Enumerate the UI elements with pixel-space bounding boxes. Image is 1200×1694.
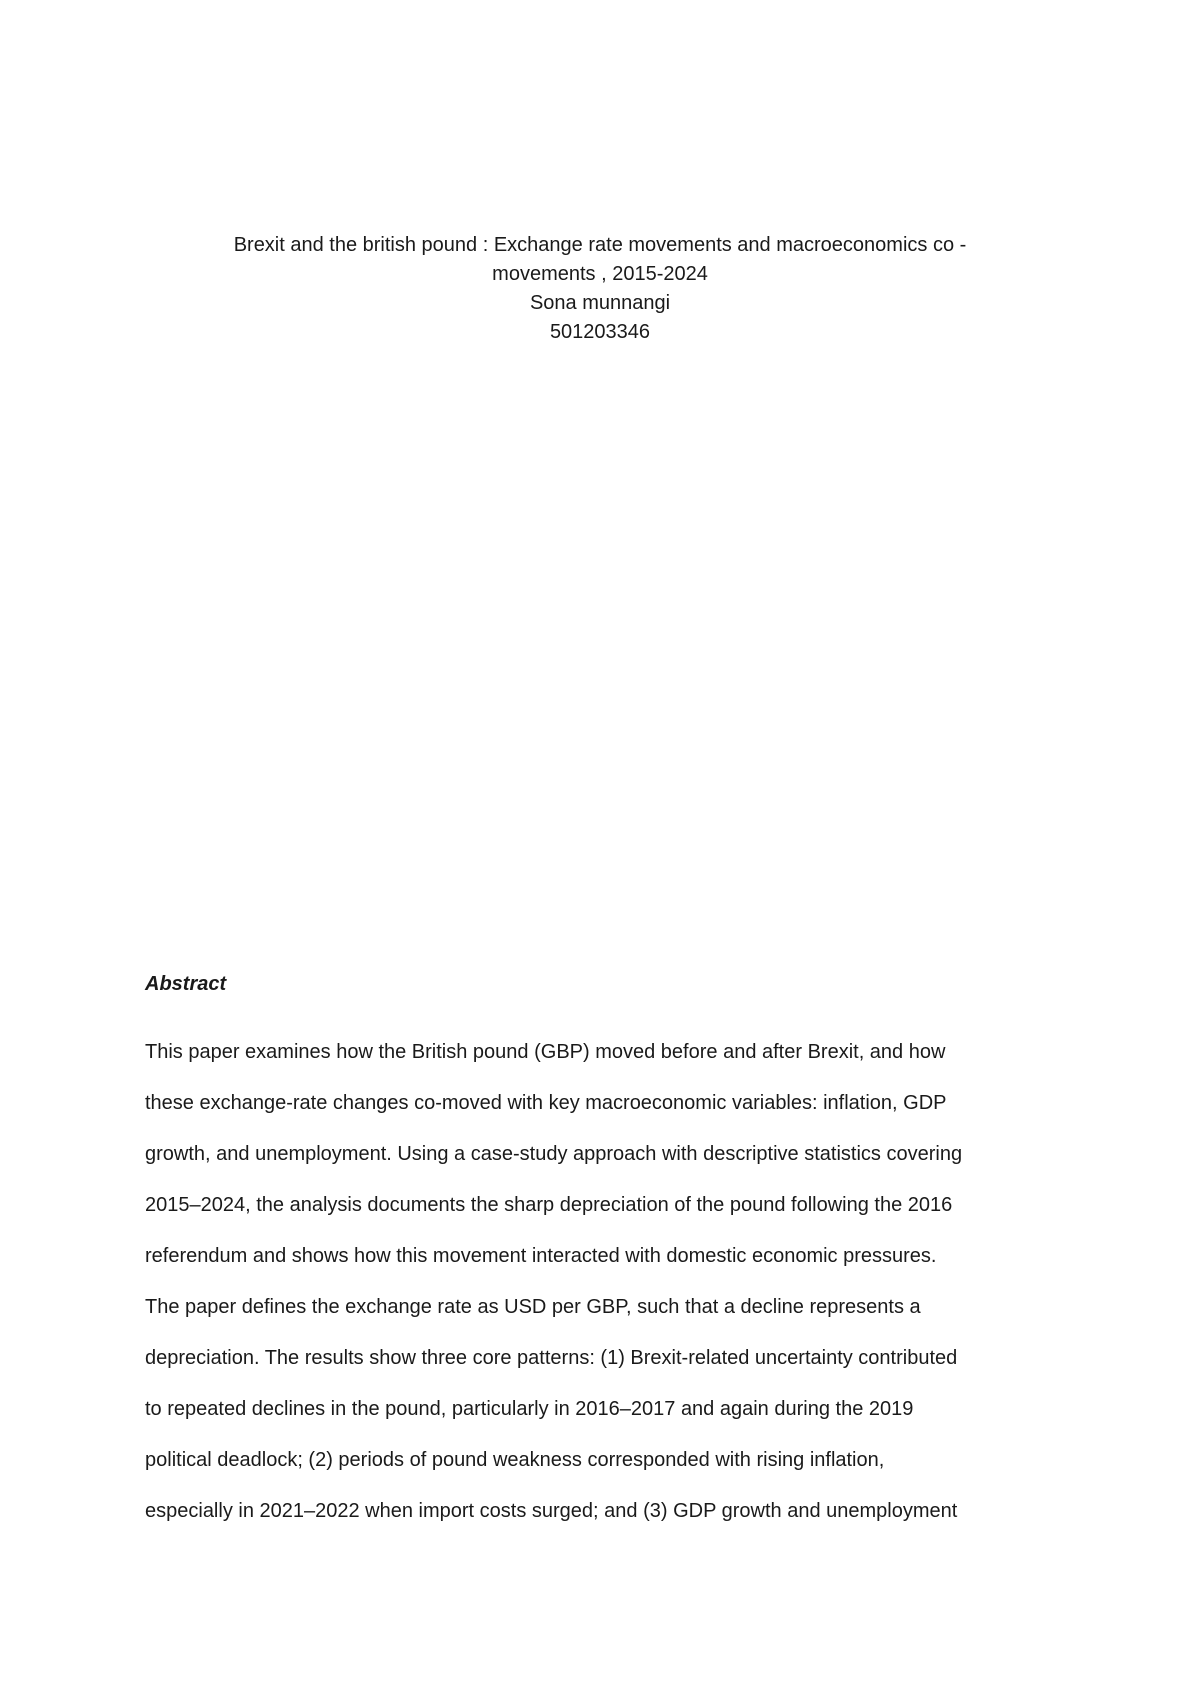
paper-title-line-2: movements , 2015-2024 (492, 263, 708, 285)
abstract-line: these exchange-rate changes co-moved with key macroeconomic variables: inflation, GDP (145, 1092, 947, 1114)
abstract-line: The paper defines the exchange rate as USD per GBP, such that a decline represents a (145, 1296, 921, 1318)
abstract-body (145, 1027, 1075, 1537)
abstract-line: especially in 2021–2022 when import costs surged; and (3) GDP growth and unemployment (145, 1500, 958, 1522)
abstract-line: to repeated declines in the pound, particularly in 2016–2017 and again during the 2019 (145, 1398, 914, 1420)
abstract-line: growth, and unemployment. Using a case-study approach with descriptive statistics covering (145, 1143, 963, 1165)
abstract-line: political deadlock; (2) periods of pound weakness corresponded with rising inflation, (145, 1449, 885, 1471)
author-name: Sona munnangi (529, 292, 671, 314)
abstract-section (145, 970, 1075, 1537)
abstract-line: 2015–2024, the analysis documents the sharp depreciation of the pound following the 2016 (145, 1194, 953, 1216)
abstract-heading: Abstract (145, 973, 227, 995)
abstract-line: referendum and shows how this movement interacted with domestic economic pressures. (145, 1245, 937, 1267)
abstract-line: This paper examines how the British pound (GBP) moved before and after Brexit, and how (145, 1041, 946, 1063)
title-block (0, 231, 1200, 347)
paper-title-line-1: Brexit and the british pound : Exchange rate movements and macroeconomics co - (233, 234, 967, 256)
abstract-line: depreciation. The results show three core patterns: (1) Brexit-related uncertainty contributed (145, 1347, 958, 1369)
student-id: 501203346 (549, 321, 651, 343)
